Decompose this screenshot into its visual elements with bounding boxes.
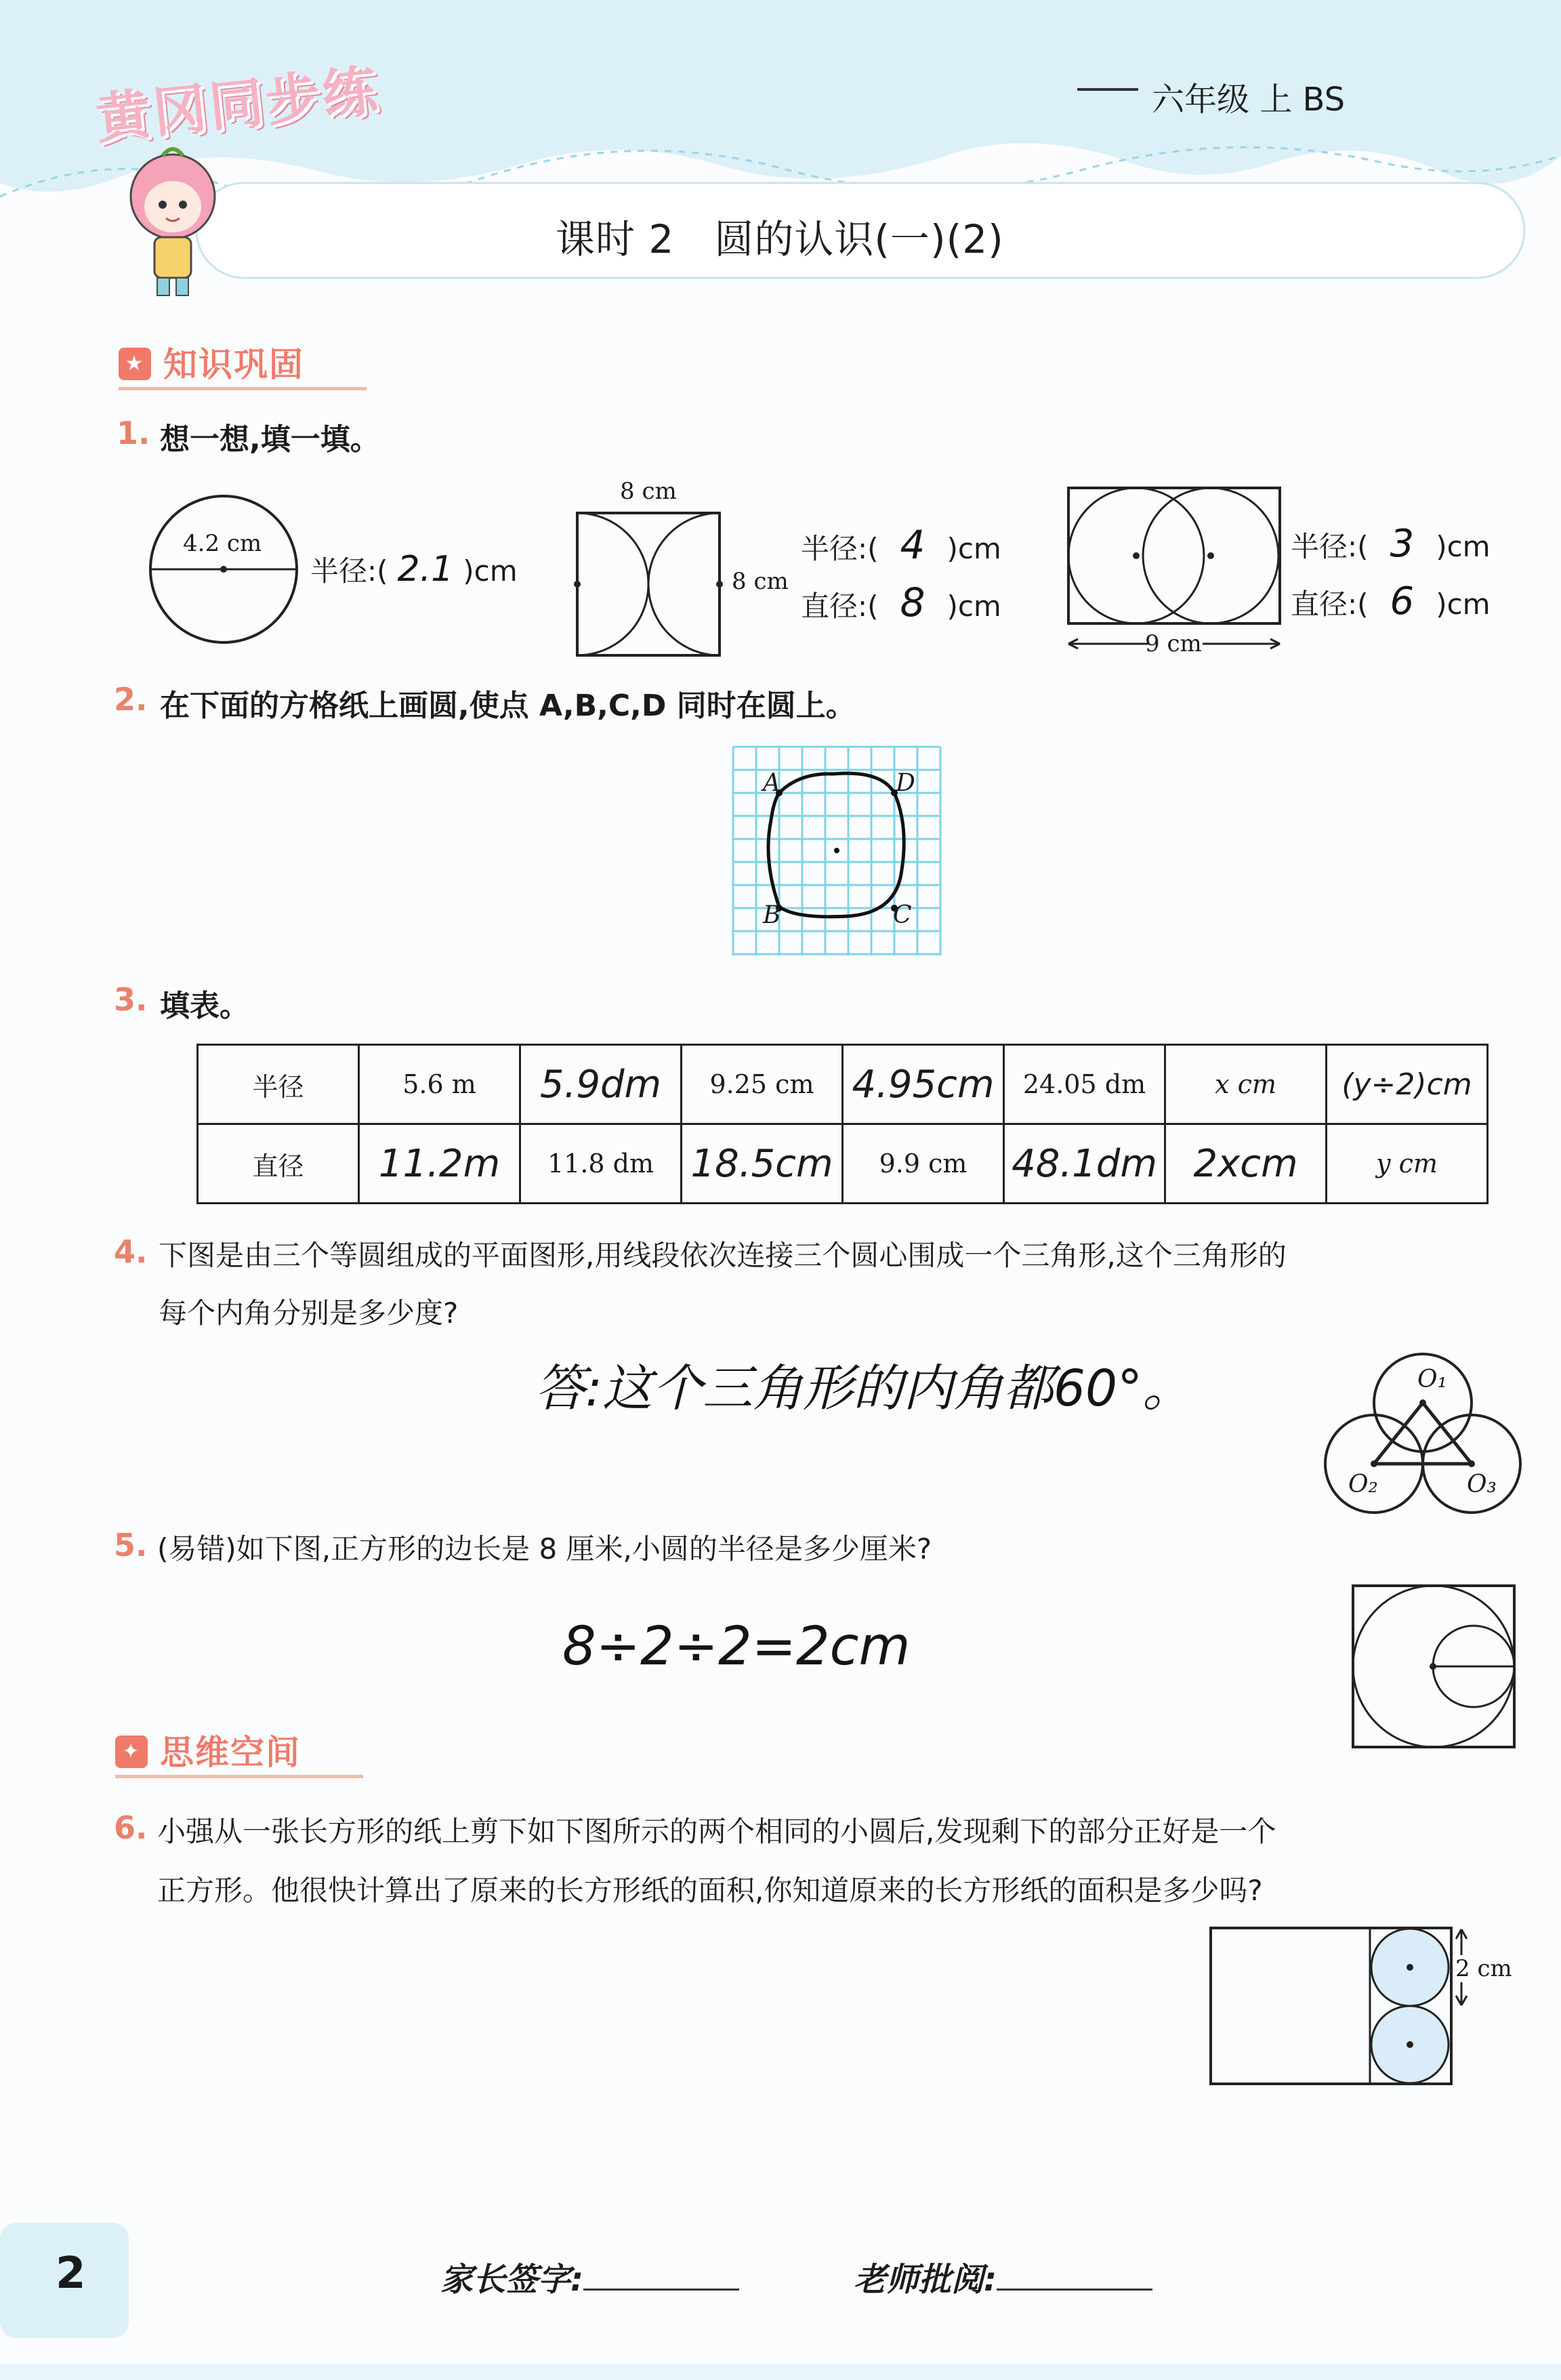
section-knowledge-label: 知识巩固 <box>163 345 304 384</box>
q1-fig3-radius-answer[interactable]: 3 <box>1390 522 1415 566</box>
q1-fig1-label: 4.2 cm <box>183 530 262 557</box>
q2-point-c: C <box>893 901 912 929</box>
table-cell: x cm <box>1165 1045 1327 1124</box>
q2-number: 2. <box>114 681 148 718</box>
table-cell[interactable]: 48.1dm <box>1004 1124 1165 1204</box>
table-cell: 9.9 cm <box>843 1124 1004 1204</box>
q1-fig1-radius-suffix: )cm <box>463 554 518 588</box>
section-knowledge <box>119 342 367 390</box>
q1-fig2-radius-suffix: )cm <box>946 532 1001 565</box>
page-number: 2 <box>56 2249 86 2299</box>
table-cell[interactable]: 11.2m <box>359 1124 520 1204</box>
q5-number: 5. <box>114 1527 148 1563</box>
q3-number: 3. <box>114 981 148 1018</box>
table-row <box>198 1045 1488 1124</box>
q1-number: 1. <box>117 415 150 451</box>
q6-text-line2: 正方形。他很快计算出了原来的长方形纸的面积,你知道原来的长方形纸的面积是多少吗? <box>157 1874 1263 1907</box>
table-cell[interactable]: (y÷2)cm <box>1327 1045 1488 1124</box>
q1-figure-square-arcs <box>576 512 722 657</box>
table-cell: 直径 <box>198 1124 359 1204</box>
lightbulb-icon: ✦ <box>115 1736 148 1768</box>
q1-figure-circle <box>149 495 312 657</box>
q6-rectangle-circles <box>1209 1927 1474 2089</box>
teacher-review-line[interactable] <box>997 2261 1152 2291</box>
q5-square-circles <box>1352 1584 1518 1750</box>
q2-point-d: D <box>896 769 915 797</box>
q1-text: 想一想,填一填。 <box>160 422 380 457</box>
q1-fig3-radius <box>1291 522 1491 566</box>
q4-label-o3: O₃ <box>1467 1471 1497 1498</box>
table-cell[interactable]: 2xcm <box>1165 1124 1327 1204</box>
grade-label: 六年级 上 BS <box>1152 81 1346 119</box>
parent-sign-line[interactable] <box>583 2261 739 2291</box>
q4-label-o2: O₂ <box>1348 1471 1378 1498</box>
table-cell[interactable]: 5.9dm <box>520 1045 682 1124</box>
q4-answer[interactable]: 答:这个三角形的内角都60°。 <box>535 1359 1193 1418</box>
q1-fig2-diam-suffix: )cm <box>946 590 1001 623</box>
table-cell: 9.25 cm <box>682 1045 843 1124</box>
q2-point-a: A <box>763 769 780 797</box>
q1-fig2-radius-answer[interactable]: 4 <box>900 522 925 568</box>
q5-text: (易错)如下图,正方形的边长是 8 厘米,小圆的半径是多少厘米? <box>157 1532 932 1565</box>
q1-fig2-radius <box>801 522 1001 568</box>
table-cell: 半径 <box>198 1045 359 1124</box>
q1-fig2-side-label: 8 cm <box>732 568 789 595</box>
teacher-review-label: 老师批阅: <box>854 2261 997 2299</box>
table-cell: 24.05 dm <box>1004 1045 1165 1124</box>
q4-label-o1: O₁ <box>1417 1366 1447 1393</box>
q1-fig2-diam-answer[interactable]: 8 <box>900 579 925 625</box>
table-cell: 11.8 dm <box>520 1124 682 1204</box>
q1-fig2-radius-prefix: 半径:( <box>801 532 879 565</box>
star-icon: ★ <box>119 348 151 380</box>
q1-fig3-radius-prefix: 半径:( <box>1291 530 1369 563</box>
q1-fig1-radius-answer[interactable]: 2.1 <box>397 549 454 590</box>
q1-fig1-radius-prefix: 半径:( <box>310 554 388 588</box>
q1-fig3-diam-prefix: 直径:( <box>1291 588 1369 621</box>
q1-fig1-radius <box>310 549 518 590</box>
q4-number: 4. <box>114 1233 148 1270</box>
lesson-title: 课时 2 圆的认识(一)(2) <box>556 216 1004 262</box>
q1-fig2-top-label: 8 cm <box>620 478 677 505</box>
q1-fig2-diameter <box>801 579 1001 625</box>
teacher-review <box>854 2253 1152 2300</box>
footer-decoration <box>0 2223 1561 2380</box>
q6-number: 6. <box>114 1809 148 1846</box>
q1-fig3-diam-answer[interactable]: 6 <box>1390 579 1415 623</box>
table-row <box>198 1124 1488 1204</box>
table-cell: 5.6 m <box>359 1045 520 1124</box>
mascot-illustration <box>129 142 217 298</box>
q2-point-b: B <box>763 901 781 929</box>
q1-fig3-diameter <box>1291 579 1491 623</box>
q2-text: 在下面的方格纸上画圆,使点 A,B,C,D 同时在圆上。 <box>160 689 856 723</box>
q3-text: 填表。 <box>160 989 249 1023</box>
table-cell: y cm <box>1327 1124 1488 1204</box>
table-cell[interactable]: 18.5cm <box>682 1124 843 1204</box>
q4-text-line1: 下图是由三个等圆组成的平面图形,用线段依次连接三个圆心围成一个三角形,这个三角形的 <box>159 1239 1287 1272</box>
header-background <box>0 0 1561 312</box>
q6-dim-label: 2 cm <box>1455 1955 1512 1982</box>
section-thinking <box>115 1730 363 1778</box>
parent-sign-label: 家长签字: <box>440 2261 584 2299</box>
q1-fig2-diam-prefix: 直径:( <box>801 590 879 623</box>
q6-text-line1: 小强从一张长方形的纸上剪下如下图所示的两个相同的小圆后,发现剩下的部分正好是一个 <box>157 1815 1276 1848</box>
q1-fig3-radius-suffix: )cm <box>1436 530 1491 563</box>
q5-answer[interactable]: 8÷2÷2=2cm <box>562 1616 911 1677</box>
q1-fig3-diam-suffix: )cm <box>1436 588 1491 621</box>
q1-fig3-bottom-label: 9 cm <box>1145 630 1202 657</box>
table-cell[interactable]: 4.95cm <box>843 1045 1004 1124</box>
q4-text-line2: 每个内角分别是多少度? <box>159 1296 459 1330</box>
q3-table <box>196 1044 1489 1204</box>
parent-sign <box>440 2253 739 2300</box>
brand-logo: 黄冈同步练 <box>93 58 383 151</box>
section-thinking-label: 思维空间 <box>160 1733 301 1772</box>
